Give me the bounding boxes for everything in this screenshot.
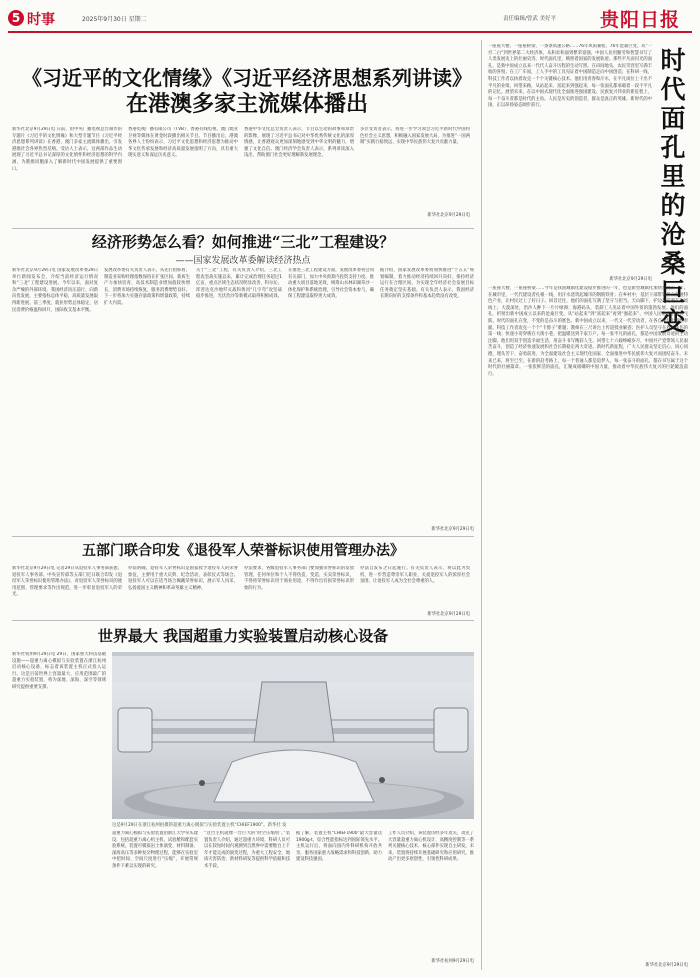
masthead-rule	[8, 31, 692, 33]
veterans-col-3: 办法要求，各级退役军人事务部门要加强荣誉标识的发放管理，任何单位和个人不得伪造、变造、买卖荣誉标识，不得将荣誉标识用于商业用途，不得作出有损荣誉标识形象的行为。	[244, 566, 354, 591]
veterans-col-1: 新华社北京9月29日电 记者29日从退役军人事务部获悉，退役军人事务部、中央宣传部等五部门近日联合印发《退役军人荣誉标识使用管理办法》，对退役军人荣誉标识的使用范围、管理要求等作出规范，进一步彰显退役军人的荣光。	[12, 566, 122, 598]
sidebar-body: 一座座大楼、一座座桥梁、一条条高速公路……76年风雨兼程，76年沧桑巨变。从“一穷二白”到世界第二大经济体，从积贫积弱到繁荣富强，中国人民用勤劳和智慧书写了人类发展史上的壮丽史诗。时代面孔里，映照着国家的发展轨迹。那些平凡而闪光的面孔，是新中国成立以来一代代人奋斗历程的生动写照。在田间地头，农民笑容里写满丰收的喜悦；在工厂车间，工人手中的工具见证着中国制造走向中国创造；在科研一线，科技工作者以执着攻克一个个关键核心技术。他们用青春和汗水，在平凡岗位上干出不平凡的业绩。回望来路，从站起来、富起来到强起来，每一张面孔都承载着一段不平凡的记忆。展望未来，在以中国式现代化全面推进强国建设、民族复兴伟业的新征程上，每一个奋斗者都是时代的主角。人民是历史的创造者，群众是真正的英雄。新时代的中国，正以昂扬姿态阔步前行。	[488, 44, 652, 109]
supergravity-photo	[112, 652, 474, 819]
veterans-col-4: 办法自发布之日起施行。有关负责人表示，将以此为契机，进一步营造尊崇军人职业、关爱退役军人的浓厚社会氛围，让退役军人成为全社会尊重的人。	[360, 566, 470, 585]
page-number-badge	[8, 10, 24, 26]
econ-col-1: 新华社北京9月29日电 国家发展改革委29日举行新闻发布会，介绍当前经济运行情况和“三北”工程建设进展。今年以来，面对复杂严峻的外部环境，我国经济顶压前行、向新向优发展，主要指标总体平稳，高质量发展取得新进展。前三季度，就业形势总体稳定，居民消费价格温和回升，国际收支基本平衡。	[12, 268, 98, 313]
lead-col-2: 香港电视广播有限公司（TVB）、香港有线电视、澳门澳亚卫视等媒体在黄金时段播出相关节目。节目播出后，港澳各界人士纷纷表示，习近平文化思想和经济思想为推动中华文化传承发展和经济高质量发展指明了方向，具有重大现实意义和深远历史意义。	[128, 127, 238, 159]
newspaper-logo: 贵阳日报	[600, 9, 681, 31]
section-name: 时事	[27, 12, 55, 28]
right-column-body: 一座座大楼、一座座桥梁……今年是我国城镇化建设稳步推进的一年，也是新型城镇化加快发展的一年。在城市里，一代代建设者扎根一线，用汗水浇筑起城市的钢筋铁骨；在乡村中，基层干部带领群众发展特色产业，让村民过上了好日子。回首过往，他们的面孔写满了坚守与担当。天山脚下，护边员巡逻在边境线上；大漠深处，治沙人种下一片片绿洲；海港码头，装卸工人见证着中国外贸的蓬勃发展。他们的面孔，折射出新中国成立以来的沧桑巨变。从“站起来”到“富起来”再到“强起来”，中国人民迎来了伟大飞跃。时代的面孔在变，不变的是奋斗的底色。新中国成立以来，一代又一代劳动者，在各自岗位上默默奉献。科技工作者攻克一个个“卡脖子”难题；教师在三尺讲台上传道授业解惑；医护人员坚守在救死扶伤的第一线；快递小哥穿梭在大街小巷，把温暖送到千家万户。每一张平凡的面孔，都是中国发展奇迹的生动注脚。他们用双手创造幸福生活，用奋斗书写精彩人生。回望七十六载峥嵘岁月，中国共产党带领人民艰苦奋斗，创造了经济快速发展和社会长期稳定两大奇迹。新时代新征程，广大人民群众坚定信心、同心同德，埋头苦干、奋勇前进，为全面建设社会主义现代化国家、全面推进中华民族伟大复兴而团结奋斗。未来已来，将至已至。在新的赶考路上，每一个普通人都是追梦人，每一张奋斗的面孔，都在书写属于这个时代的壮丽篇章。一张张鲜活的面孔，汇聚成磅礴的中国力量，推动着中华民族伟大复兴的巨轮破浪前行。	[488, 286, 688, 377]
page-number: 5	[11, 11, 21, 25]
econ-col-4: 在推进三北工程建设方面，发展改革委将会同有关部门，加大中央预算内投资支持力度，推动重大项目落地见效，统筹山水林田湖草沙一体化保护和系统治理，引导社会资本参与，确保工程建设取得更大成效。	[288, 268, 374, 300]
supergravity-col-5: 工作人员介绍，该装置历经多年攻关，攻克了大容量超重力离心机设计、高精度控制等一系列关键核心技术，核心部件实现自主研发。未来，装置将持续开展基础研究和应用研究，推动产出更多原创性、引领性科研成果。	[388, 831, 474, 863]
econ-subheadline: ——国家发展改革委解读经济热点	[175, 256, 311, 266]
column-divider	[481, 40, 482, 970]
veterans-col-2: 办法明确，退役军人荣誉标识是国家授予退役军人的荣誉象征，主要用于重大庆典、纪念活动、表彰仪式等场合。退役军人可以在适当场合佩戴荣誉标识，展示军人风采，弘扬爱国主义精神和革命英雄主义精神。	[128, 566, 238, 591]
lead-col-4: 多位受访者表示，将进一步学习领会习近平新时代中国特色社会主义思想，积极融入国家发展大局，为推进“一国两制”实践行稳致远、实现中华民族伟大复兴贡献力量。	[360, 127, 470, 146]
lead-signature: 新华社北京9月29日电	[427, 213, 470, 218]
sidebar-headline: 时代面孔里的沧桑巨变	[660, 46, 686, 336]
econ-col-2: 发展改革委有关负责人表示，从先行指标看，制造业采购经理指数保持在扩张区间，新质生产力加快培育，高技术制造业增加值较快增长，消费市场持续恢复，服务消费增势良好。下一步将加力实施存量政策和增量政策，持续扩大内需。	[104, 268, 190, 306]
lead-headline-line1: 《习近平的文化情缘》《习近平经济思想系列讲读》	[22, 66, 472, 90]
veterans-headline: 五部门联合印发《退役军人荣誉标识使用管理办法》	[82, 543, 404, 559]
supergravity-caption: 这是9月29日在浙江杭州拍摄的超重力离心模拟与实验装置主机“CHIEF1900”。新华社 发	[112, 823, 287, 828]
supergravity-col-4: 据了解，装置主机“CHIEF1900”最大容量达1900g·t，综合性能指标达到国际领先水平。主机运行后，将面向国内外科研机构开放共享，服务国家重大战略需求和科技创新，助力建设科技强国。	[296, 831, 382, 863]
centrifuge-illustration	[112, 652, 474, 819]
right-column-signature: 新华社北京9月29日电	[645, 963, 688, 968]
lead-col-3: 香港中华文化总会负责人表示，节目以生动的故事和珍贵的影像，展现了习近平总书记对中华优秀传统文化的深厚情感，让香港观众更加深刻地感受到中华文明的魅力，增强了文化自信。澳门经济学会负责人表示，系列讲读深入浅出，帮助澳门社会更好理解新发展理念。	[244, 127, 354, 159]
lead-col-1: 新华社北京9月29日电 日前，由中央广播电视总台制作的专题片《习近平的文化情缘》和大型专题节目《习近平经济思想系列讲读》在香港、澳门多家主流媒体播出，引发港澳社会各界热烈反响。受访人士表示，这两部作品生动展现了习近平总书记深厚的文化情怀和经济思想的科学内涵，为港澳同胞深入了解新时代中国发展提供了重要窗口。	[12, 127, 122, 172]
supergravity-col-1: 新华社杭州9月29日电 29日，国家重大科技基础设施——超重力离心模拟与实验装置在浙江杭州启动核心设备，标志着该装置主机正式投入运行。这是目前世界上容量最大、应用范围最广的超重力实验装置，将为深地、深海、深空等领域研究提供重要支撑。	[12, 652, 106, 690]
supergravity-signature: 新华社杭州9月29日电	[431, 959, 474, 964]
econ-signature: 新华社北京9月29日电	[431, 527, 474, 532]
veterans-signature: 新华社北京9月29日电	[427, 612, 470, 617]
divider-lead	[12, 228, 474, 229]
econ-headline: 经济形势怎么看？如何推进“三北”工程建设？	[91, 233, 395, 251]
lead-headline-line2: 在港澳多家主流媒体播出	[125, 91, 368, 117]
issue-date: 2025年9月30日 星期二	[82, 16, 147, 23]
supergravity-headline: 世界最大 我国超重力实验装置启动核心设备	[97, 627, 389, 645]
divider-econ	[12, 536, 474, 537]
supergravity-col-2: 超重力离心模拟与实验装置由浙江大学牵头建设，包括超重力离心机主机、试验舱和配套实验系统。装置可模拟岩土体演变、材料制备、深海高压等多种复杂物理过程，能够在实验室中把时间、空间尺度进行“压缩”，开展常规条件下难以实现的研究。	[112, 831, 198, 869]
supergravity-col-3: “这台主机就像一台巨大的‘时空压缩机’。”装置负责人介绍，通过超重力环境，科研人员可以在较短时间内观测到自然界中需要数百上千年才能完成的演变过程，为重大工程安全、地质灾害防治、新材料研发等提供科学依据和技术手段。	[204, 831, 290, 869]
lead-headline	[12, 66, 482, 118]
editor-credits: 责任编辑/曾武 美好平	[503, 16, 557, 22]
divider-veterans	[12, 620, 474, 621]
econ-col-3: 关于“三北”工程，有关负责人介绍，三北工程攻坚战实施以来，累计完成治理任务超过1亿亩，重点区域生态状况明显改善，科尔沁、浑善达克沙地歼灭战和黄河“几字弯”攻坚战稳步推进，光伏治沙等新模式取得积极成效。	[196, 268, 282, 300]
sidebar-signature: 新华社北京9月29日电	[609, 277, 652, 282]
masthead	[8, 8, 692, 30]
econ-col-5: 据介绍，国家发展改革委将加快推进“十五五”规划编制，着力推动经济持续回升向好，保持经济运行在合理区间，为实现全年经济社会发展目标任务奠定坚实基础。有关负责人表示，我国经济长期向好的支撑条件和基本趋势没有改变。	[380, 268, 474, 300]
